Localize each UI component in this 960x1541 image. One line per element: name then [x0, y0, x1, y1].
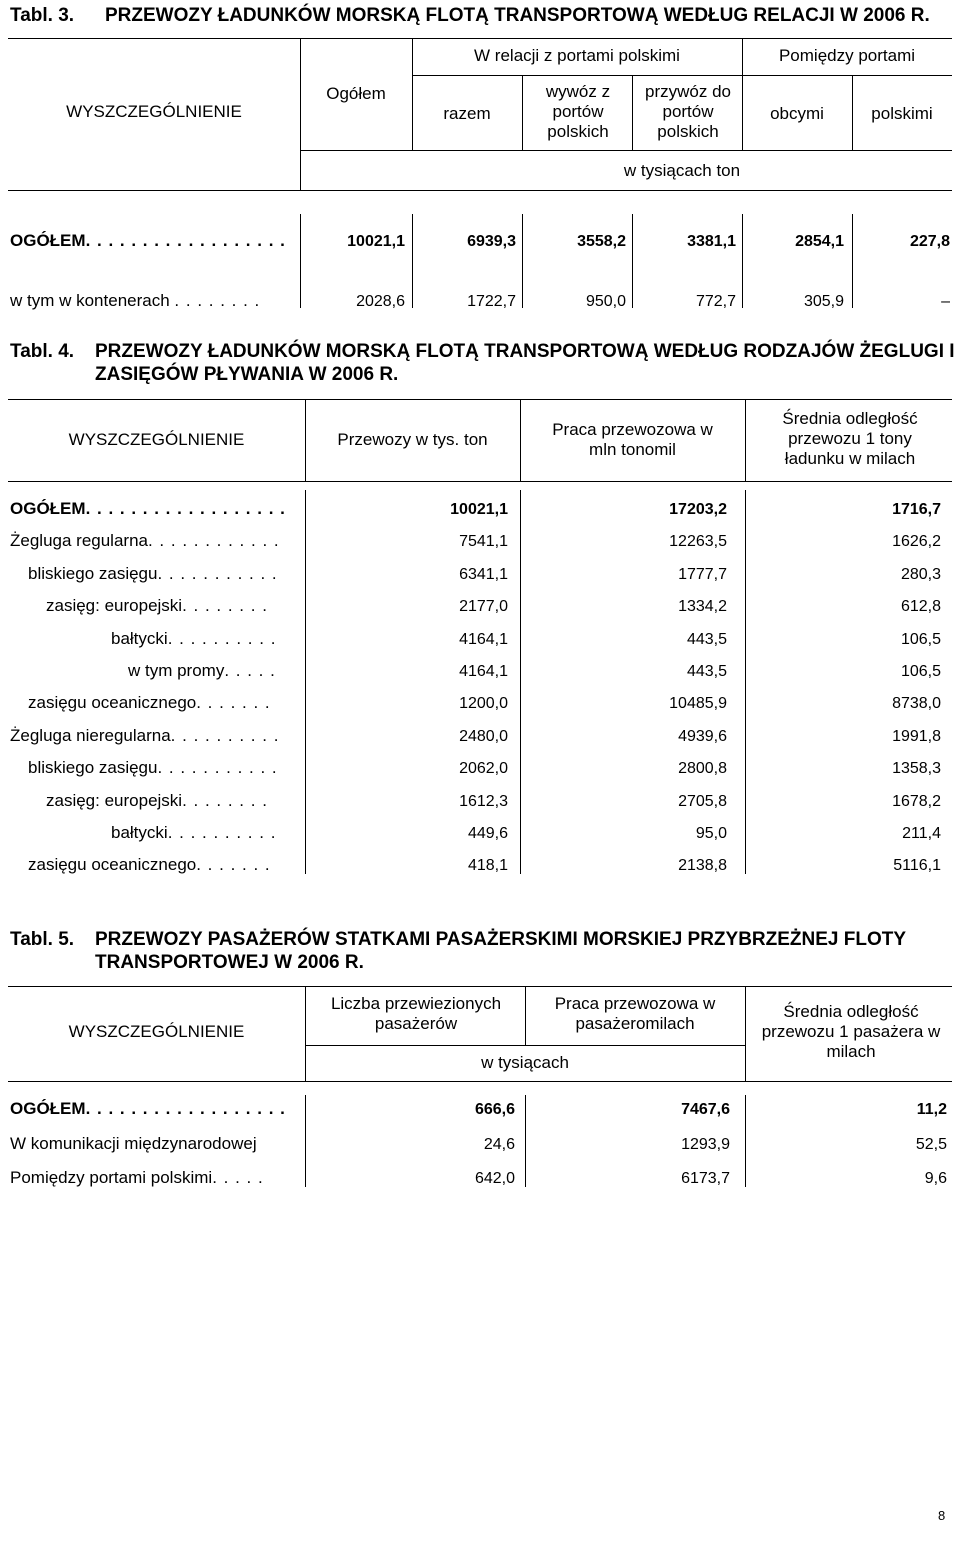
table-cell: 2062,0 [459, 760, 508, 778]
table-cell: 52,5 [915, 1135, 947, 1153]
table-5-header-passengers: Liczba przewiezionych pasażerów [330, 994, 502, 1033]
table-row [10, 291, 260, 311]
row-label: zasięg: europejski [46, 596, 183, 616]
table-cell: 418,1 [467, 857, 508, 875]
table-cell: 7541,1 [459, 533, 508, 551]
table-cell: 1626,2 [892, 533, 941, 551]
row-label: Pomiędzy portami polskimi [10, 1168, 213, 1187]
row-leader-dots: . . . . . [224, 661, 276, 680]
table-cell: 1612,3 [459, 792, 508, 810]
table-cell: 1334,2 [678, 598, 727, 616]
table-cell: 1722,7 [467, 293, 516, 310]
table-cell: 10021,1 [450, 501, 508, 518]
table-4-header-volume: Przewozy w tys. ton [337, 430, 488, 449]
table-cell: 666,6 [474, 1101, 515, 1118]
table-cell: 106,5 [900, 630, 941, 648]
table-cell: 4939,6 [678, 727, 727, 745]
table-3-number: Tabl. 3. [10, 5, 75, 26]
table-3-heading: PRZEWOZY ŁADUNKÓW MORSKĄ FLOTĄ TRANSPORTOWĄ WEDŁUG RELACJI W 2006 R. [105, 5, 930, 26]
row-label: zasięg: europejski [46, 790, 183, 810]
table-row [128, 661, 276, 681]
table-4-heading: PRZEWOZY ŁADUNKÓW MORSKĄ FLOTĄ TRANSPORTOWĄ WEDŁUG RODZAJÓW ŻEGLUGI I ZASIĘGÓW PŁYWANIA W 2006 R. [95, 341, 955, 385]
table-row [28, 693, 271, 713]
table-row [28, 855, 271, 875]
table-cell: 449,6 [467, 825, 508, 842]
row-leader-dots: . . . . . . . . [182, 596, 268, 616]
table-cell: 1678,2 [892, 792, 941, 810]
table-row [28, 564, 278, 584]
table-cell: 17203,2 [669, 501, 727, 518]
table-cell: 227,8 [909, 233, 950, 250]
row-label: zasięgu oceanicznego [28, 855, 197, 875]
row-leader-dots: . . . . . . . . . . . . . . . . . . [85, 499, 286, 518]
table-cell: 106,5 [900, 663, 941, 680]
table-cell: 950,0 [585, 293, 626, 310]
table-cell: 95,0 [695, 825, 727, 842]
table-row [111, 823, 276, 843]
row-label: OGÓŁEM [10, 1099, 86, 1118]
table-cell: 2138,8 [678, 857, 727, 875]
table-cell: 2480,0 [459, 727, 508, 745]
row-label: OGÓŁEM [10, 231, 86, 250]
table-4-header-work: Praca przewozowa w mln tonomil [552, 420, 713, 459]
row-leader-dots: . . . . . . . . [174, 291, 261, 310]
table-cell: 7467,6 [681, 1101, 730, 1118]
table-3-header-polish: polskimi [871, 104, 933, 123]
table-cell: 10485,9 [669, 695, 727, 713]
table-cell: – [941, 293, 950, 310]
table-5-heading: PRZEWOZY PASAŻERÓW STATKAMI PASAŻERSKIMI MORSKIEJ PRZYBRZEŻNEJ FLOTY TRANSPORTOWEJ W 2006 R. [95, 929, 906, 973]
table-cell: 2800,8 [678, 760, 727, 778]
table-3-header-total: Ogółem [326, 84, 386, 103]
table-cell: 8738,0 [892, 695, 941, 713]
table-row [10, 531, 280, 551]
table-cell: 612,8 [900, 598, 941, 616]
table-cell: 1293,9 [681, 1135, 730, 1153]
table-5-header-unit: w tysiącach [481, 1053, 569, 1072]
table-cell: 443,5 [686, 663, 727, 680]
table-cell: 3558,2 [577, 233, 626, 250]
row-label: W komunikacji międzynarodowej [10, 1133, 257, 1153]
table-3-header-group-polish: W relacji z portami polskimi [474, 46, 680, 65]
row-leader-dots: . . . . . . . . . . . . . . . . . . [85, 1099, 286, 1118]
row-leader-dots: . . . . . . . . [182, 790, 268, 810]
table-5-header-distance: Średnia odległość przewozu 1 pasażera w milach [761, 1002, 941, 1061]
table-cell: 24,6 [483, 1135, 515, 1153]
table-5-header-spec: WYSZCZEGÓLNIENIE [68, 1022, 245, 1041]
table-3-header-group-between: Pomiędzy portami [778, 46, 916, 65]
table-row [28, 758, 278, 778]
row-leader-dots: . . . . . . . . . . [167, 628, 277, 648]
row-label: bałtycki [111, 628, 168, 648]
table-cell: 4164,1 [459, 630, 508, 648]
row-leader-dots: . . . . . [212, 1168, 264, 1187]
row-label: w tym w kontenerach [10, 291, 170, 310]
table-cell: 772,7 [695, 293, 736, 310]
row-leader-dots: . . . . . . . [196, 693, 271, 713]
row-label: zasięgu oceanicznego [28, 693, 197, 713]
table-cell: 1991,8 [892, 727, 941, 745]
table-4-header-spec: WYSZCZEGÓLNIENIE [68, 430, 245, 449]
table-cell: 1200,0 [459, 695, 508, 713]
table-cell: 4164,1 [459, 663, 508, 680]
table-row [111, 629, 276, 649]
table-3-header-unit: w tysiącach ton [623, 161, 741, 180]
table-5-number: Tabl. 5. [10, 929, 75, 950]
table-row [10, 231, 286, 251]
table-cell: 6173,7 [681, 1170, 730, 1187]
table-4-number: Tabl. 4. [10, 341, 75, 362]
table-cell: 5116,1 [893, 857, 941, 875]
table-3-header-foreign: obcymi [770, 104, 824, 123]
table-cell: 12263,5 [669, 533, 727, 551]
table-cell: 1358,3 [892, 760, 941, 778]
table-cell: 10021,1 [347, 233, 405, 250]
table-cell: 280,3 [900, 565, 941, 583]
row-label: bałtycki [111, 823, 168, 842]
table-cell: 2028,6 [356, 293, 405, 310]
table-row [10, 1134, 257, 1154]
row-label: bliskiego zasięgu [28, 563, 158, 583]
table-cell: 6939,3 [467, 233, 516, 250]
table-cell: 2177,0 [459, 598, 508, 616]
table-cell: 305,9 [803, 293, 844, 310]
table-3-header-spec: WYSZCZEGÓLNIENIE [66, 102, 242, 121]
page-number: 8 [938, 1508, 946, 1523]
table-row [10, 1099, 286, 1119]
table-row [10, 726, 279, 746]
row-leader-dots: . . . . . . . . . . [167, 823, 277, 842]
table-cell: 11,2 [916, 1101, 947, 1118]
table-cell: 2705,8 [678, 792, 727, 810]
table-row [10, 1168, 264, 1188]
table-cell: 1777,7 [678, 565, 727, 583]
table-cell: 3381,1 [687, 233, 736, 250]
table-4-header-distance: Średnia odległość przewozu 1 tony ładunku w milach [782, 409, 918, 468]
table-3-header-export: wywóz z portów polskich [545, 82, 611, 141]
row-label: w tym promy [128, 661, 225, 680]
table-row [10, 499, 286, 519]
table-5-header-work: Praca przewozowa w pasażeromilach [554, 994, 716, 1033]
row-leader-dots: . . . . . . . [196, 855, 271, 875]
table-cell: 211,4 [902, 825, 941, 842]
row-leader-dots: . . . . . . . . . . [170, 725, 280, 745]
row-leader-dots: . . . . . . . . . . . . [147, 531, 280, 551]
row-leader-dots: . . . . . . . . . . . [157, 563, 278, 583]
row-label: Żegluga regularna [10, 531, 148, 551]
row-leader-dots: . . . . . . . . . . . . . . . . . . [85, 231, 286, 250]
table-cell: 443,5 [686, 630, 727, 648]
table-3-header-razem: razem [443, 104, 491, 123]
table-cell: 642,0 [474, 1170, 515, 1187]
row-label: bliskiego zasięgu [28, 758, 158, 778]
table-3-header-import: przywóz do portów polskich [645, 82, 731, 141]
table-cell: 1716,7 [892, 501, 941, 518]
table-cell: 9,6 [924, 1170, 947, 1187]
table-row [46, 596, 268, 616]
row-label: Żegluga nieregularna [10, 725, 171, 745]
row-leader-dots: . . . . . . . . . . . [157, 758, 278, 778]
table-cell: 2854,1 [795, 233, 844, 250]
row-label: OGÓŁEM [10, 499, 86, 518]
table-row [46, 791, 268, 811]
table-cell: 6341,1 [459, 565, 508, 583]
